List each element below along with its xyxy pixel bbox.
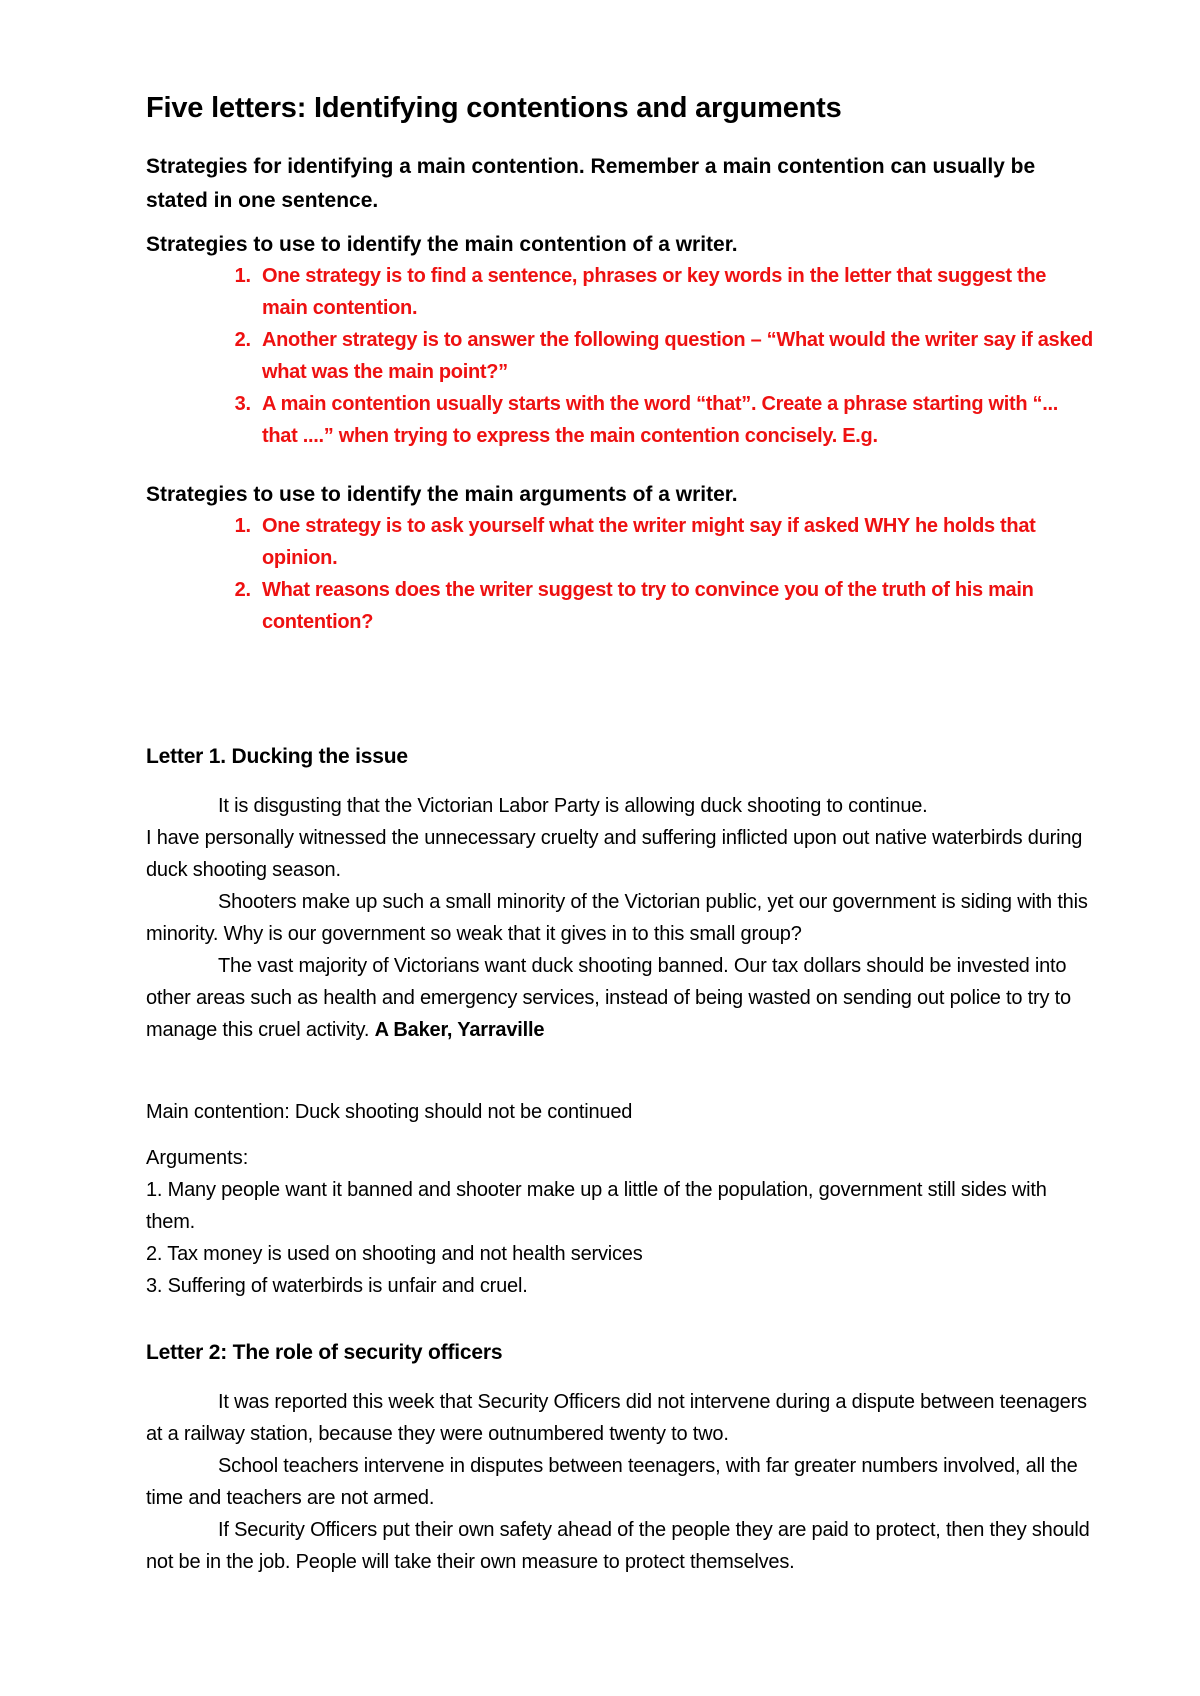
contention-strategy-item: 1. One strategy is to find a sentence, phrases or key words in the letter that suggest the main contention. <box>256 260 1096 324</box>
spacer <box>146 452 1096 480</box>
letter1-signature: A Baker, Yarraville <box>374 1019 545 1041</box>
letter1-paragraph-text: The vast majority of Victorians want duck shooting banned. Our tax dollars should be invested into other areas such as health and emergency services, instead of being wasted on sending out police to try to manage this cruel activity. <box>146 955 1071 1041</box>
spacer <box>146 1302 1096 1338</box>
document-content <box>146 88 1096 1578</box>
spacer <box>146 638 1096 742</box>
letter1-paragraph: I have personally witnessed the unnecessary cruelty and suffering inflicted upon out native waterbirds during duck shooting season. <box>146 827 1083 881</box>
contention-strategies-list <box>146 260 1096 452</box>
letter2-heading: Letter 2: The role of security officers <box>146 1341 503 1364</box>
contention-strategies-heading: Strategies to use to identify the main contention of a writer. <box>146 233 738 256</box>
argument-item: 1. Many people want it banned and shooter make up a little of the population, government still sides with them. <box>146 1179 1047 1233</box>
argument-item: 2. Tax money is used on shooting and not health services <box>146 1243 643 1265</box>
letter2-body <box>146 1386 1096 1578</box>
letter2-paragraph: School teachers intervene in disputes between teenagers, with far greater numbers involved, all the time and teachers are not armed. <box>146 1455 1078 1509</box>
contention-strategy-item: 3. A main contention usually starts with the word “that”. Create a phrase starting with “... that ....” when trying to express the main contention concisely. E.g. <box>256 388 1096 452</box>
letter1-arguments-label: Arguments: <box>146 1147 249 1169</box>
argument-strategy-item: 2. What reasons does the writer suggest to try to convince you of the truth of his main contention? <box>256 574 1096 638</box>
letter2-paragraph: It was reported this week that Security Officers did not intervene during a dispute between teenagers at a railway station, because they were outnumbered twenty to two. <box>146 1391 1087 1445</box>
argument-strategies-list <box>146 510 1096 638</box>
letter1-paragraph: It is disgusting that the Victorian Labor Party is allowing duck shooting to continue. <box>218 795 928 817</box>
argument-strategy-item: 1. One strategy is to ask yourself what the writer might say if asked WHY he holds that opinion. <box>256 510 1096 574</box>
letter1-paragraph <box>146 950 1096 1046</box>
argument-strategies-heading: Strategies to use to identify the main arguments of a writer. <box>146 483 738 506</box>
intro-text: Strategies for identifying a main contention. Remember a main contention can usually be stated in one sentence. <box>146 155 1036 212</box>
letter1-main-contention: Main contention: Duck shooting should not be continued <box>146 1101 633 1123</box>
argument-item: 3. Suffering of waterbirds is unfair and cruel. <box>146 1275 528 1297</box>
letter1-heading: Letter 1. Ducking the issue <box>146 745 408 768</box>
document-title: Five letters: Identifying contentions and arguments <box>146 92 842 124</box>
contention-strategy-item: 2. Another strategy is to answer the following question – “What would the writer say if asked what was the main point?” <box>256 324 1096 388</box>
letter1-arguments-list <box>146 1174 1096 1302</box>
letter2-paragraph: If Security Officers put their own safety ahead of the people they are paid to protect, then they should not be in the job. People will take their own measure to protect themselves. <box>146 1519 1090 1573</box>
letter1-paragraph: Shooters make up such a small minority of the Victorian public, yet our government is siding with this minority. Why is our government so weak that it gives in to this small group? <box>146 891 1088 945</box>
letter1-body <box>146 790 1096 1046</box>
spacer <box>146 1046 1096 1096</box>
